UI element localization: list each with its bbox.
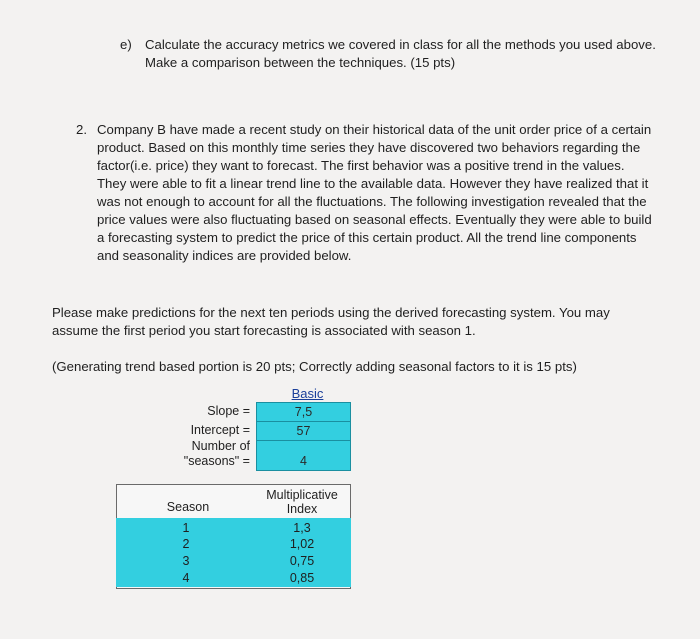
question-2 <box>76 121 656 265</box>
index-col-header-line1: Multiplicative <box>266 488 338 502</box>
season-cell: 3 <box>182 554 190 568</box>
seasons-label-line2: "seasons" = <box>183 454 250 468</box>
question-2-text: Company B have made a recent study on their historical data of the unit order price of a certain product. Based on this monthly time series they have discovered two behaviors regarding the factor(i.e. price) they want to forecast. The first behavior was a positive trend in the values. They were able to fit a linear trend line to the available data. However they have realized that it was not enough to account for all the fluctuations. The following investigation revealed that the price values were also fluctuating based on seasonal effects. Eventually they were able to build a forecasting system to predict the price of this certain product. All the trend line components and seasonality indices are provided below. <box>97 122 652 263</box>
trend-header: Basic <box>291 386 324 401</box>
question-e-label: e) <box>120 37 132 52</box>
slope-value: 7,5 <box>256 402 351 422</box>
intercept-label: Intercept = <box>190 423 250 437</box>
seasons-label-line1: Number of <box>191 439 250 453</box>
index-cell: 0,85 <box>289 571 315 585</box>
season-cell: 2 <box>182 537 190 551</box>
season-col-header: Season <box>166 500 210 514</box>
intercept-value: 57 <box>256 421 351 441</box>
question-e-text: Calculate the accuracy metrics we covered in class for all the methods you used above. Make a comparison between the techniques. (15 pts) <box>145 37 656 70</box>
question-e <box>120 36 660 72</box>
slope-label: Slope = <box>207 404 250 418</box>
index-cell: 1,02 <box>289 537 315 551</box>
prediction-instructions: Please make predictions for the next ten periods using the derived forecasting system. You may assume the first period you start forecasting is associated with season 1. <box>52 305 610 338</box>
question-2-label: 2. <box>76 122 87 137</box>
index-cell: 1,3 <box>293 521 311 535</box>
season-cell: 4 <box>182 571 190 585</box>
seasons-value: 4 <box>256 440 351 471</box>
index-cell: 0,75 <box>289 554 315 568</box>
points-breakdown: (Generating trend based portion is 20 pts; Correctly adding seasonal factors to it is 15 pts) <box>52 359 577 374</box>
index-col-header-line2: Index <box>286 502 318 516</box>
season-cell: 1 <box>182 521 190 535</box>
